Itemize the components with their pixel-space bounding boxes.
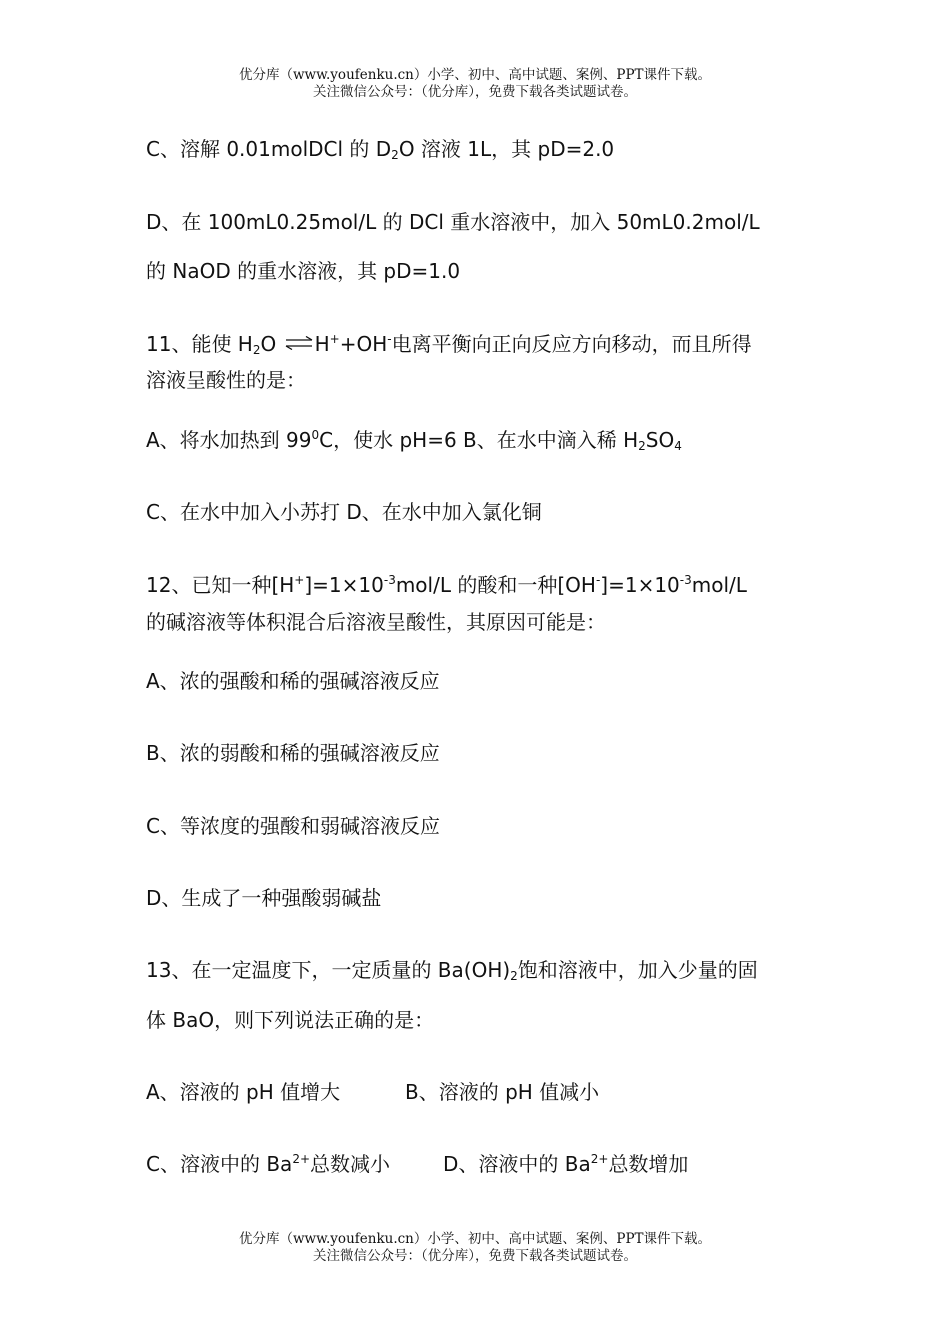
q12-question-line-1: 12、已知一种$[H^+]=1\times 10^{-3}mol/L$ 的酸和一种$[OH^-]=1\times 10^{-3}mol/L$ <box>146 573 747 597</box>
q12-option-b: B、浓的弱酸和稀的强碱溶液反应 <box>146 741 440 765</box>
footer-line-1: 优分库（www.youfenku.cn）小学、初中、高中试题、案例、PPT课件下载。 <box>238 1231 712 1247</box>
page-footer <box>0 1231 950 1265</box>
q10-option-d-line-1: D、在 100mL0.25mol/L 的 DCl 重水溶液中，加入 50mL0.2mol/L <box>146 210 760 234</box>
q11-question-line-1: 11、能使 $H_2O$ H++OH-电离平衡向正向反应方向移动，而且所得 <box>146 332 752 357</box>
q11-options-a-b: A、将水加热到 $99^0C$，使水 pH=6 B、在水中滴入稀 $H_2SO_4$ <box>146 428 682 453</box>
page-header <box>0 67 950 101</box>
q13-option-d: D、溶液中的 $Ba^{2+}$总数增加 <box>443 1152 689 1176</box>
q13-question-line-1: 13、在一定温度下，一定质量的 $Ba(OH)_2$饱和溶液中，加入少量的固 <box>146 958 758 983</box>
q12-question-line-2: 的碱溶液等体积混合后溶液呈酸性，其原因可能是： <box>146 610 606 634</box>
q12-option-d: D、生成了一种强酸弱碱盐 <box>146 886 382 910</box>
header-line-2: 关注微信公众号：（优分库），免费下载各类试题试卷。 <box>313 84 637 100</box>
q12-option-c: C、等浓度的强酸和弱碱溶液反应 <box>146 814 440 838</box>
q11-options-c-d: C、在水中加入小苏打 D、在水中加入氯化铜 <box>146 500 542 524</box>
q12-option-a: A、浓的强酸和稀的强碱溶液反应 <box>146 669 440 693</box>
footer-line-2: 关注微信公众号：（优分库），免费下载各类试题试卷。 <box>313 1248 637 1264</box>
q13-option-c: C、溶液中的 $Ba^{2+}$总数减小 <box>146 1152 391 1176</box>
equilibrium-arrow-icon <box>284 336 314 350</box>
q13-option-b: B、溶液的 pH 值减小 <box>405 1080 600 1104</box>
q13-question-line-2: 体 BaO，则下列说法正确的是： <box>146 1008 435 1032</box>
q13-option-a: A、溶液的 pH 值增大 <box>146 1080 341 1104</box>
q10-option-c: C、溶解 0.01molDCl 的 $D_2O$ 溶液 1L，其 pD=2.0 <box>146 137 615 162</box>
header-line-1: 优分库（www.youfenku.cn）小学、初中、高中试题、案例、PPT课件下载。 <box>238 67 712 83</box>
q10-option-d-line-2: 的 NaOD 的重水溶液，其 pD=1.0 <box>146 259 461 283</box>
q11-question-line-2: 溶液呈酸性的是： <box>146 368 306 392</box>
